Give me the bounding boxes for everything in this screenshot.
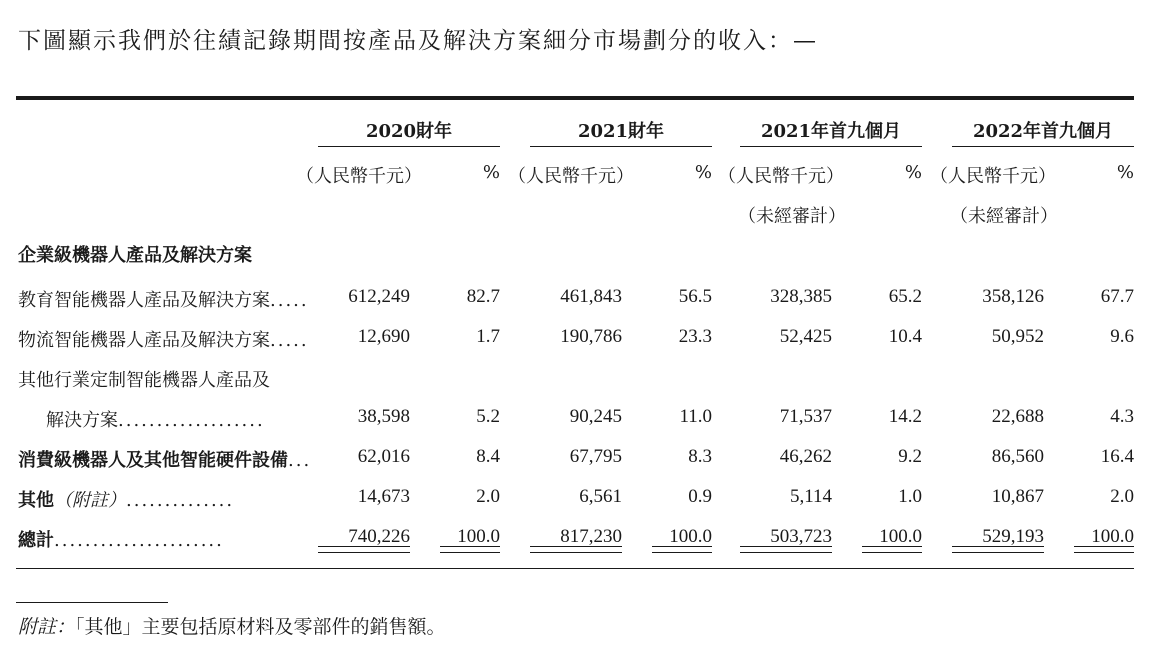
amount-cell: 190,786 (560, 326, 622, 347)
row-label: 其他行業定制智能機器人產品及 (18, 370, 270, 391)
total-double-underline (952, 546, 1044, 553)
row-label: 其他（附註）.............. (18, 490, 235, 511)
percent-cell: 1.7 (476, 326, 500, 347)
percent-cell: 8.4 (476, 446, 500, 467)
period-underline-9m-2022 (952, 146, 1134, 147)
percent-cell: 100.0 (879, 526, 922, 547)
amount-cell: 5,114 (789, 486, 832, 507)
percent-cell: 1.0 (898, 486, 922, 507)
amount-cell: 22,688 (991, 406, 1044, 427)
period-underline-2020 (318, 146, 500, 147)
amount-cell: 503,723 (770, 526, 832, 547)
amount-cell: 12,690 (357, 326, 410, 347)
percent-cell: 8.3 (688, 446, 712, 467)
percent-cell: 67.7 (1100, 286, 1134, 307)
percent-cell: 56.5 (678, 286, 712, 307)
percent-cell: 9.6 (1110, 326, 1134, 347)
amount-cell: 86,560 (991, 446, 1044, 467)
percent-cell: 4.3 (1110, 406, 1134, 427)
amount-cell: 90,245 (569, 406, 622, 427)
amount-cell: 62,016 (357, 446, 410, 467)
amount-cell: 38,598 (357, 406, 410, 427)
footnote: 附註：「其他」主要包括原材料及零部件的銷售額。 (18, 616, 446, 638)
percent-cell: 2.0 (1110, 486, 1134, 507)
total-double-underline (440, 546, 500, 553)
unaudited-label-2022: （未經審計） (950, 206, 1058, 227)
percent-cell: 23.3 (678, 326, 712, 347)
unit-header-2021: （人民幣千元） (508, 166, 634, 187)
period-header-2020: 2020財年 (365, 121, 453, 142)
amount-cell: 740,226 (348, 526, 410, 547)
row-label: 總計...................... (18, 530, 224, 551)
unaudited-label-2021: （未經審計） (738, 206, 846, 227)
amount-cell: 817,230 (560, 526, 622, 547)
intro-text: 下圖顯示我們於往績記錄期間按產品及解決方案細分市場劃分的收入：— (18, 28, 818, 54)
amount-cell: 71,537 (779, 406, 832, 427)
period-underline-2021 (530, 146, 712, 147)
percent-cell: 16.4 (1100, 446, 1134, 467)
percent-cell: 11.0 (679, 406, 712, 427)
amount-cell: 328,385 (770, 286, 832, 307)
percent-cell: 82.7 (466, 286, 500, 307)
percent-cell: 100.0 (669, 526, 712, 547)
total-double-underline (740, 546, 832, 553)
total-double-underline (530, 546, 622, 553)
period-underline-9m-2021 (740, 146, 922, 147)
section-title: 企業級機器人產品及解決方案 (18, 245, 252, 266)
row-label: 解決方案................... (46, 410, 265, 431)
amount-cell: 10,867 (991, 486, 1044, 507)
percent-cell: 14.2 (888, 406, 922, 427)
unit-header-2020: （人民幣千元） (296, 166, 422, 187)
row-label: 物流智能機器人產品及解決方案..... (18, 330, 309, 351)
pct-header-2021: % (694, 162, 712, 183)
amount-cell: 50,952 (991, 326, 1044, 347)
period-header-9m-2022: 2022年首九個月 (972, 121, 1114, 142)
total-double-underline (318, 546, 410, 553)
amount-cell: 67,795 (569, 446, 622, 467)
bottom-rule (16, 568, 1134, 569)
pct-header-2020: % (482, 162, 500, 183)
percent-cell: 10.4 (888, 326, 922, 347)
total-double-underline (862, 546, 922, 553)
period-header-2021: 2021財年 (577, 121, 665, 142)
total-double-underline (1074, 546, 1134, 553)
amount-cell: 52,425 (779, 326, 832, 347)
percent-cell: 9.2 (898, 446, 922, 467)
period-header-9m-2021: 2021年首九個月 (760, 121, 902, 142)
pct-header-9m-2022: % (1116, 162, 1134, 183)
percent-cell: 0.9 (688, 486, 712, 507)
amount-cell: 529,193 (982, 526, 1044, 547)
percent-cell: 65.2 (888, 286, 922, 307)
amount-cell: 461,843 (560, 286, 622, 307)
footnote-rule (16, 602, 168, 603)
top-rule (16, 96, 1134, 100)
amount-cell: 14,673 (357, 486, 410, 507)
pct-header-9m-2021: % (904, 162, 922, 183)
row-label: 消費級機器人及其他智能硬件設備... (18, 450, 312, 471)
unit-header-9m-2021: （人民幣千元） (718, 166, 844, 187)
amount-cell: 612,249 (348, 286, 410, 307)
percent-cell: 100.0 (457, 526, 500, 547)
amount-cell: 46,262 (779, 446, 832, 467)
percent-cell: 2.0 (476, 486, 500, 507)
amount-cell: 6,561 (579, 486, 622, 507)
percent-cell: 100.0 (1091, 526, 1134, 547)
total-double-underline (652, 546, 712, 553)
amount-cell: 358,126 (982, 286, 1044, 307)
percent-cell: 5.2 (476, 406, 500, 427)
unit-header-9m-2022: （人民幣千元） (930, 166, 1056, 187)
row-label: 教育智能機器人產品及解決方案..... (18, 290, 309, 311)
